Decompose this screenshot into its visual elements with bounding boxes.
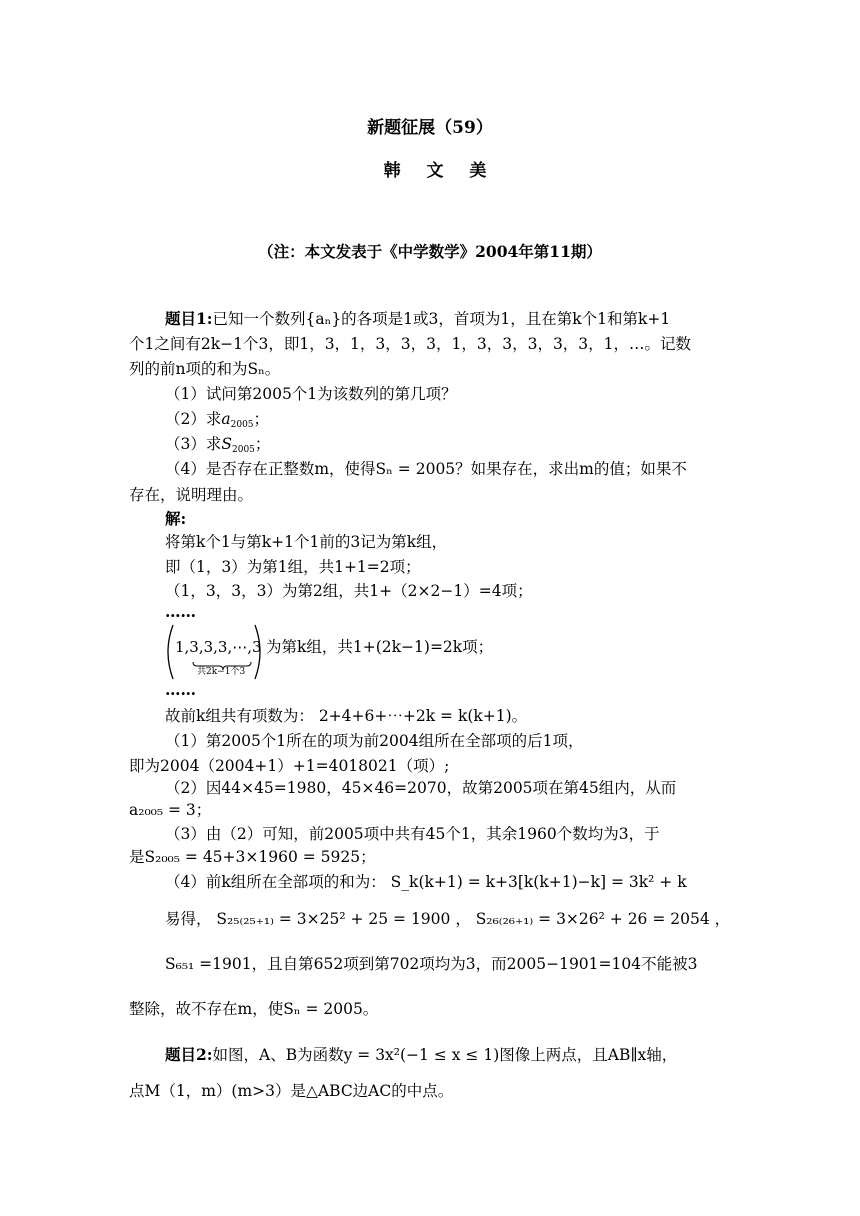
q2-symbol: a: [221, 410, 231, 428]
answer4-line4: 整除，故不存在m，使Sₙ = 2005。: [129, 1000, 379, 1018]
group-expression: [163, 622, 263, 682]
problem1-line1: [165, 311, 670, 328]
solution-step2: 即（1，3）为第1组，共1+1=2项；: [165, 558, 421, 576]
solution-step4: 故前k组共有项数为： 2+4+6+⋯+2k = k(k+1)。: [165, 707, 528, 725]
group-description: 为第k组，共1+(2k−1)=2k项；: [266, 638, 494, 656]
problem2-label: 题目2:: [165, 1045, 213, 1064]
problem1-label: 题目1:: [165, 309, 213, 328]
problem2-line1: [165, 1047, 677, 1064]
answer3-line2: 是S₂₀₀₅ = 45+3×1960 = 5925；: [129, 848, 376, 866]
problem1-text1: 已知一个数列{aₙ}的各项是1或3，首项为1，且在第k个1和第k+1: [212, 310, 671, 328]
answer2-line1: （2）因44×45=1980，45×46=2070，故第2005项在第45组内，从而: [165, 779, 677, 797]
answer4-line3: S₆₅₁ =1901，且自第652项到第702项均为3，而2005−1901=104不能被3: [165, 955, 698, 973]
solution-step1: 将第k个1与第k+1个1前的3记为第k组，: [165, 533, 448, 551]
problem2-line2: 点M（1，m）(m>3）是△ABC边AC的中点。: [129, 1082, 454, 1100]
question-3: [165, 437, 270, 455]
answer4-line2: 易得， S₂₅₍₂₅₊₁₎ = 3×25² + 25 = 1900 ， S₂₆₍₂₆₊₁₎ = 3×26² + 26 = 2054 ，: [165, 910, 731, 928]
q3-subscript: 2005: [232, 445, 255, 455]
solution-step3: （1，3，3，3）为第2组，共1+（2×2−1）=4项；: [165, 582, 533, 600]
question-4-line1: （4）是否存在正整数m，使得Sₙ = 2005？如果存在，求出m的值；如果不: [165, 460, 687, 478]
q2-prefix: （2）求: [165, 410, 222, 428]
answer2-line2: a₂₀₀₅ = 3；: [129, 801, 212, 819]
author-name: 韩 文 美: [383, 161, 497, 181]
problem1-line3: 列的前n项的和为Sₙ。: [129, 360, 281, 378]
ellipsis-1: ……: [165, 602, 196, 621]
question-1: （1）试问第2005个1为该数列的第几项？: [165, 385, 457, 403]
question-2: [165, 412, 269, 430]
q3-prefix: （3）求: [165, 435, 222, 453]
ellipsis-2: ……: [165, 680, 196, 699]
q2-suffix: ；: [253, 410, 270, 428]
q2-subscript: 2005: [230, 420, 254, 430]
problem1-line2: 个1之间有2k−1个3，即1，3，1，3，3，3，1，3，3，3，3，3，1，…。记数: [129, 335, 692, 353]
article-title: 新题征展（59）: [367, 118, 493, 138]
answer1-line1: （1）第2005个1所在的项为前2004组所在全部项的后1项，: [165, 732, 584, 750]
answer1-line2: 即为2004（2004+1）+1=4018021（项）;: [129, 757, 450, 775]
group-sequence: 1,3,3,3,⋯,3: [175, 638, 262, 656]
publication-note: （注：本文发表于《中学数学》2004年第11期）: [258, 242, 602, 261]
answer3-line1: （3）由（2）可知，前2005项中共有45个1，其余1960个数均为3，于: [165, 825, 660, 843]
question-4-line2: 存在，说明理由。: [129, 486, 254, 504]
q3-symbol: S: [221, 435, 232, 453]
group-underbrace-label: 共2k−1个3: [197, 667, 246, 677]
q3-suffix: ；: [254, 435, 271, 453]
solution-label: 解:: [165, 509, 187, 528]
answer4-line1: （4）前k组所在全部项的和为： S_k(k+1) = k+3[k(k+1)−k] = 3k² + k: [165, 873, 687, 891]
problem2-text1: 如图，A、B为函数y = 3x²(−1 ≤ x ≤ 1)图像上两点，且AB∥x轴，: [212, 1046, 678, 1064]
